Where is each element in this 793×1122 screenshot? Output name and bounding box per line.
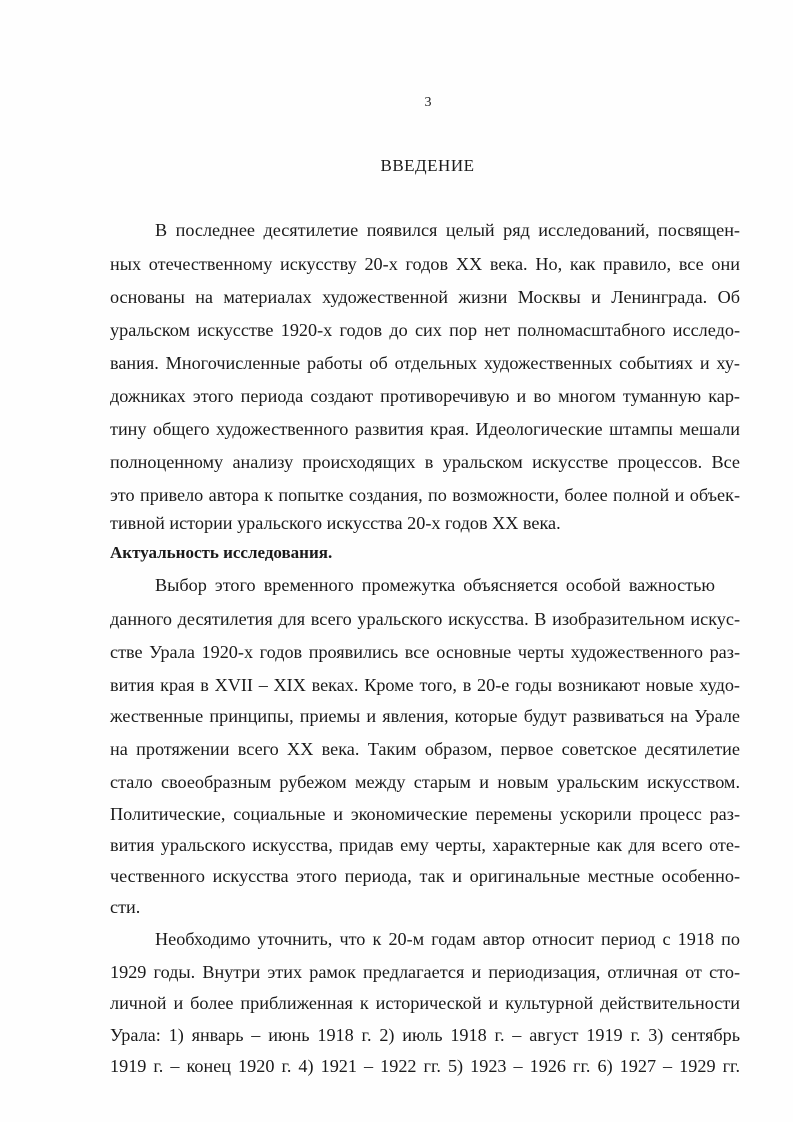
periodization-line: 1919 г. – конец 1920 г. 4) 1921 – 1922 гг. 5) 1923 – 1926 гг. 6) 1927 – 1929 гг. bbox=[110, 1056, 740, 1076]
page-number: 3 bbox=[424, 95, 432, 110]
intro-line: вания. Многочисленные работы об отдельных художественных событиях и ху- bbox=[110, 353, 740, 373]
relevance-line: вития уральского искусства, придав ему черты, характерные как для всего оте- bbox=[110, 835, 740, 855]
section-heading-relevance: Актуальность исследования. bbox=[110, 543, 333, 562]
periodization-line: личной и более приближенная к исторической и культурной действительности bbox=[110, 993, 740, 1013]
chapter-title: ВВЕДЕНИЕ bbox=[380, 156, 475, 175]
relevance-line: сти. bbox=[110, 897, 141, 917]
intro-line: основаны на материалах художественной жизни Москвы и Ленинграда. Об bbox=[110, 287, 740, 307]
relevance-line: стало своеобразным рубежом между старым и новым уральским искусством. bbox=[110, 772, 740, 792]
relevance-line: на протяжении всего XX века. Таким образом, первое советское десятилетие bbox=[110, 739, 740, 759]
relevance-line: данного десятилетия для всего уральского искусства. В изобразительном искус- bbox=[110, 609, 740, 629]
intro-line: уральском искусстве 1920-х годов до сих пор нет полномасштабного исследо- bbox=[110, 320, 740, 340]
intro-line: ных отечественному искусству 20-х годов XX века. Но, как правило, все они bbox=[110, 254, 740, 274]
intro-line: тивной истории уральского искусства 20-х годов XX века. bbox=[110, 513, 561, 533]
relevance-line: вития края в XVII – XIX веках. Кроме того, в 20-е годы возникают новые худо- bbox=[110, 675, 740, 695]
intro-line: В последнее десятилетие появился целый ряд исследований, посвящен- bbox=[155, 220, 740, 240]
relevance-line: жественные принципы, приемы и явления, которые будут развиваться на Урале bbox=[110, 706, 740, 726]
relevance-line: Политические, социальные и экономические перемены ускорили процесс раз- bbox=[110, 804, 740, 824]
intro-line: дожниках этого периода создают противоречивую и во многом туманную кар- bbox=[110, 386, 740, 406]
intro-line: тину общего художественного развития края. Идеологические штампы мешали bbox=[110, 419, 740, 439]
periodization-line: 1929 годы. Внутри этих рамок предлагается и периодизация, отличная от сто- bbox=[110, 962, 740, 982]
periodization-line: Урала: 1) январь – июнь 1918 г. 2) июль 1918 г. – август 1919 г. 3) сентябрь bbox=[110, 1025, 740, 1045]
intro-line: полноценному анализу происходящих в уральском искусстве процессов. Все bbox=[110, 452, 740, 472]
relevance-line: Выбор этого временного промежутка объясняется особой важностью bbox=[155, 575, 715, 595]
periodization-line: Необходимо уточнить, что к 20-м годам автор относит период с 1918 по bbox=[155, 929, 740, 949]
intro-line: это привело автора к попытке создания, по возможности, более полной и объек- bbox=[110, 485, 740, 505]
relevance-line: стве Урала 1920-х годов проявились все основные черты художественного раз- bbox=[110, 642, 740, 662]
relevance-line: чественного искусства этого периода, так и оригинальные местные особенно- bbox=[110, 866, 740, 886]
